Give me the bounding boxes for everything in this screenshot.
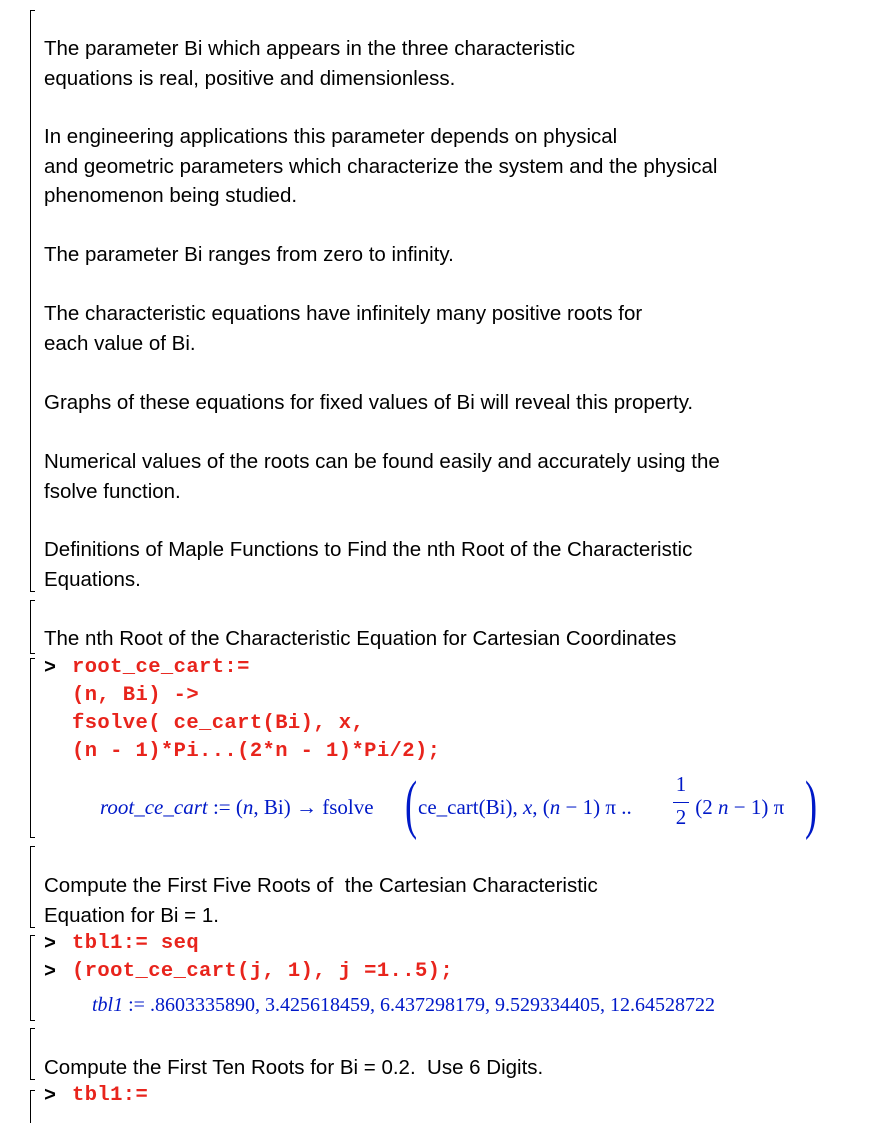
cartesian-heading: The nth Root of the Characteristic Equation for Cartesian Coordinates bbox=[44, 627, 677, 650]
cartesian-heading-bracket bbox=[30, 600, 35, 654]
text-line: Graphs of these equations for fixed values of Bi will reveal this property. bbox=[44, 391, 694, 414]
code-line[interactable]: (n, Bi) -> bbox=[72, 684, 200, 707]
first-five-output bbox=[92, 994, 715, 1017]
cartesian-input-bracket bbox=[30, 658, 35, 838]
text-line: Equation for Bi = 1. bbox=[44, 903, 219, 927]
input-prompt: > bbox=[44, 657, 57, 680]
cartesian-output-inner bbox=[418, 795, 637, 820]
output-var: n bbox=[549, 795, 561, 819]
cartesian-output-tail bbox=[690, 795, 784, 820]
output-text: , ( bbox=[532, 795, 550, 819]
definitions-paragraph bbox=[44, 535, 692, 594]
output-text: ce_cart(Bi), bbox=[418, 795, 523, 819]
fraction-denominator: 2 bbox=[675, 805, 687, 829]
text-line: equations is real, positive and dimensionless. bbox=[44, 66, 456, 90]
fsolve-paragraph bbox=[44, 447, 720, 506]
close-paren: ) bbox=[804, 768, 818, 841]
output-lhs: tbl1 bbox=[92, 994, 124, 1016]
output-text: − 1) π bbox=[728, 795, 785, 819]
first-ten-heading: Compute the First Ten Roots for Bi = 0.2. Use 6 Digits. bbox=[44, 1056, 544, 1079]
output-var: x bbox=[522, 795, 533, 819]
first-ten-input-bracket bbox=[30, 1090, 35, 1123]
first-five-heading bbox=[44, 871, 598, 930]
text-line: and geometric parameters which characterize the system and the physical bbox=[44, 154, 718, 178]
fraction-numerator: 1 bbox=[675, 772, 687, 796]
range-paragraph bbox=[44, 240, 454, 270]
first-five-heading-bracket bbox=[30, 846, 35, 928]
first-ten-heading-bracket bbox=[30, 1028, 35, 1080]
code-line[interactable]: tbl1:= bbox=[72, 1084, 149, 1107]
text-line: The characteristic equations have infinitely many positive roots for bbox=[44, 302, 643, 325]
engineering-paragraph bbox=[44, 122, 717, 211]
fraction-bar bbox=[673, 802, 689, 803]
text-line: phenomenon being studied. bbox=[44, 184, 298, 207]
code-line[interactable]: tbl1:= seq bbox=[72, 932, 200, 955]
intro-paragraph bbox=[44, 34, 575, 93]
first-five-input-bracket bbox=[30, 935, 35, 1021]
input-prompt: > bbox=[44, 1085, 57, 1108]
input-prompt: > bbox=[44, 961, 57, 984]
text-line: Numerical values of the roots can be found easily and accurately using the bbox=[44, 450, 720, 473]
text-group-bracket bbox=[30, 10, 35, 592]
output-text: (2 bbox=[690, 795, 718, 819]
output-var: n bbox=[718, 795, 729, 819]
text-line: The parameter Bi which appears in the three characteristic bbox=[44, 37, 575, 60]
text-line: Equations. bbox=[44, 567, 141, 591]
text-line: In engineering applications this parameter depends on physical bbox=[44, 125, 618, 148]
output-lhs: root_ce_cart bbox=[100, 795, 208, 819]
output-text: := ( bbox=[207, 795, 243, 819]
text-line: Compute the First Five Roots of the Cartesian Characteristic bbox=[44, 874, 598, 897]
output-text: := .8603335890, 3.425618459, 6.437298179, 9.529334405, 12.64528722 bbox=[123, 994, 715, 1016]
output-text: , Bi) → fsolve bbox=[253, 795, 374, 819]
cartesian-output bbox=[100, 795, 374, 820]
text-line: The parameter Bi ranges from zero to infinity. bbox=[44, 243, 454, 266]
code-line[interactable]: fsolve( ce_cart(Bi), x, bbox=[72, 712, 365, 735]
code-line[interactable]: root_ce_cart:= bbox=[72, 656, 250, 679]
text-line: fsolve function. bbox=[44, 479, 181, 503]
code-line[interactable]: (n - 1)*Pi...(2*n - 1)*Pi/2); bbox=[72, 740, 441, 763]
text-line: each value of Bi. bbox=[44, 331, 196, 355]
output-var: n bbox=[242, 795, 254, 819]
code-line[interactable]: (root_ce_cart(j, 1), j =1..5); bbox=[72, 960, 454, 983]
graphs-paragraph bbox=[44, 388, 693, 418]
output-text: − 1) π .. bbox=[560, 795, 637, 819]
roots-paragraph bbox=[44, 299, 642, 358]
text-line: Definitions of Maple Functions to Find the nth Root of the Characteristic bbox=[44, 538, 693, 561]
open-paren: ( bbox=[404, 768, 418, 841]
input-prompt: > bbox=[44, 933, 57, 956]
